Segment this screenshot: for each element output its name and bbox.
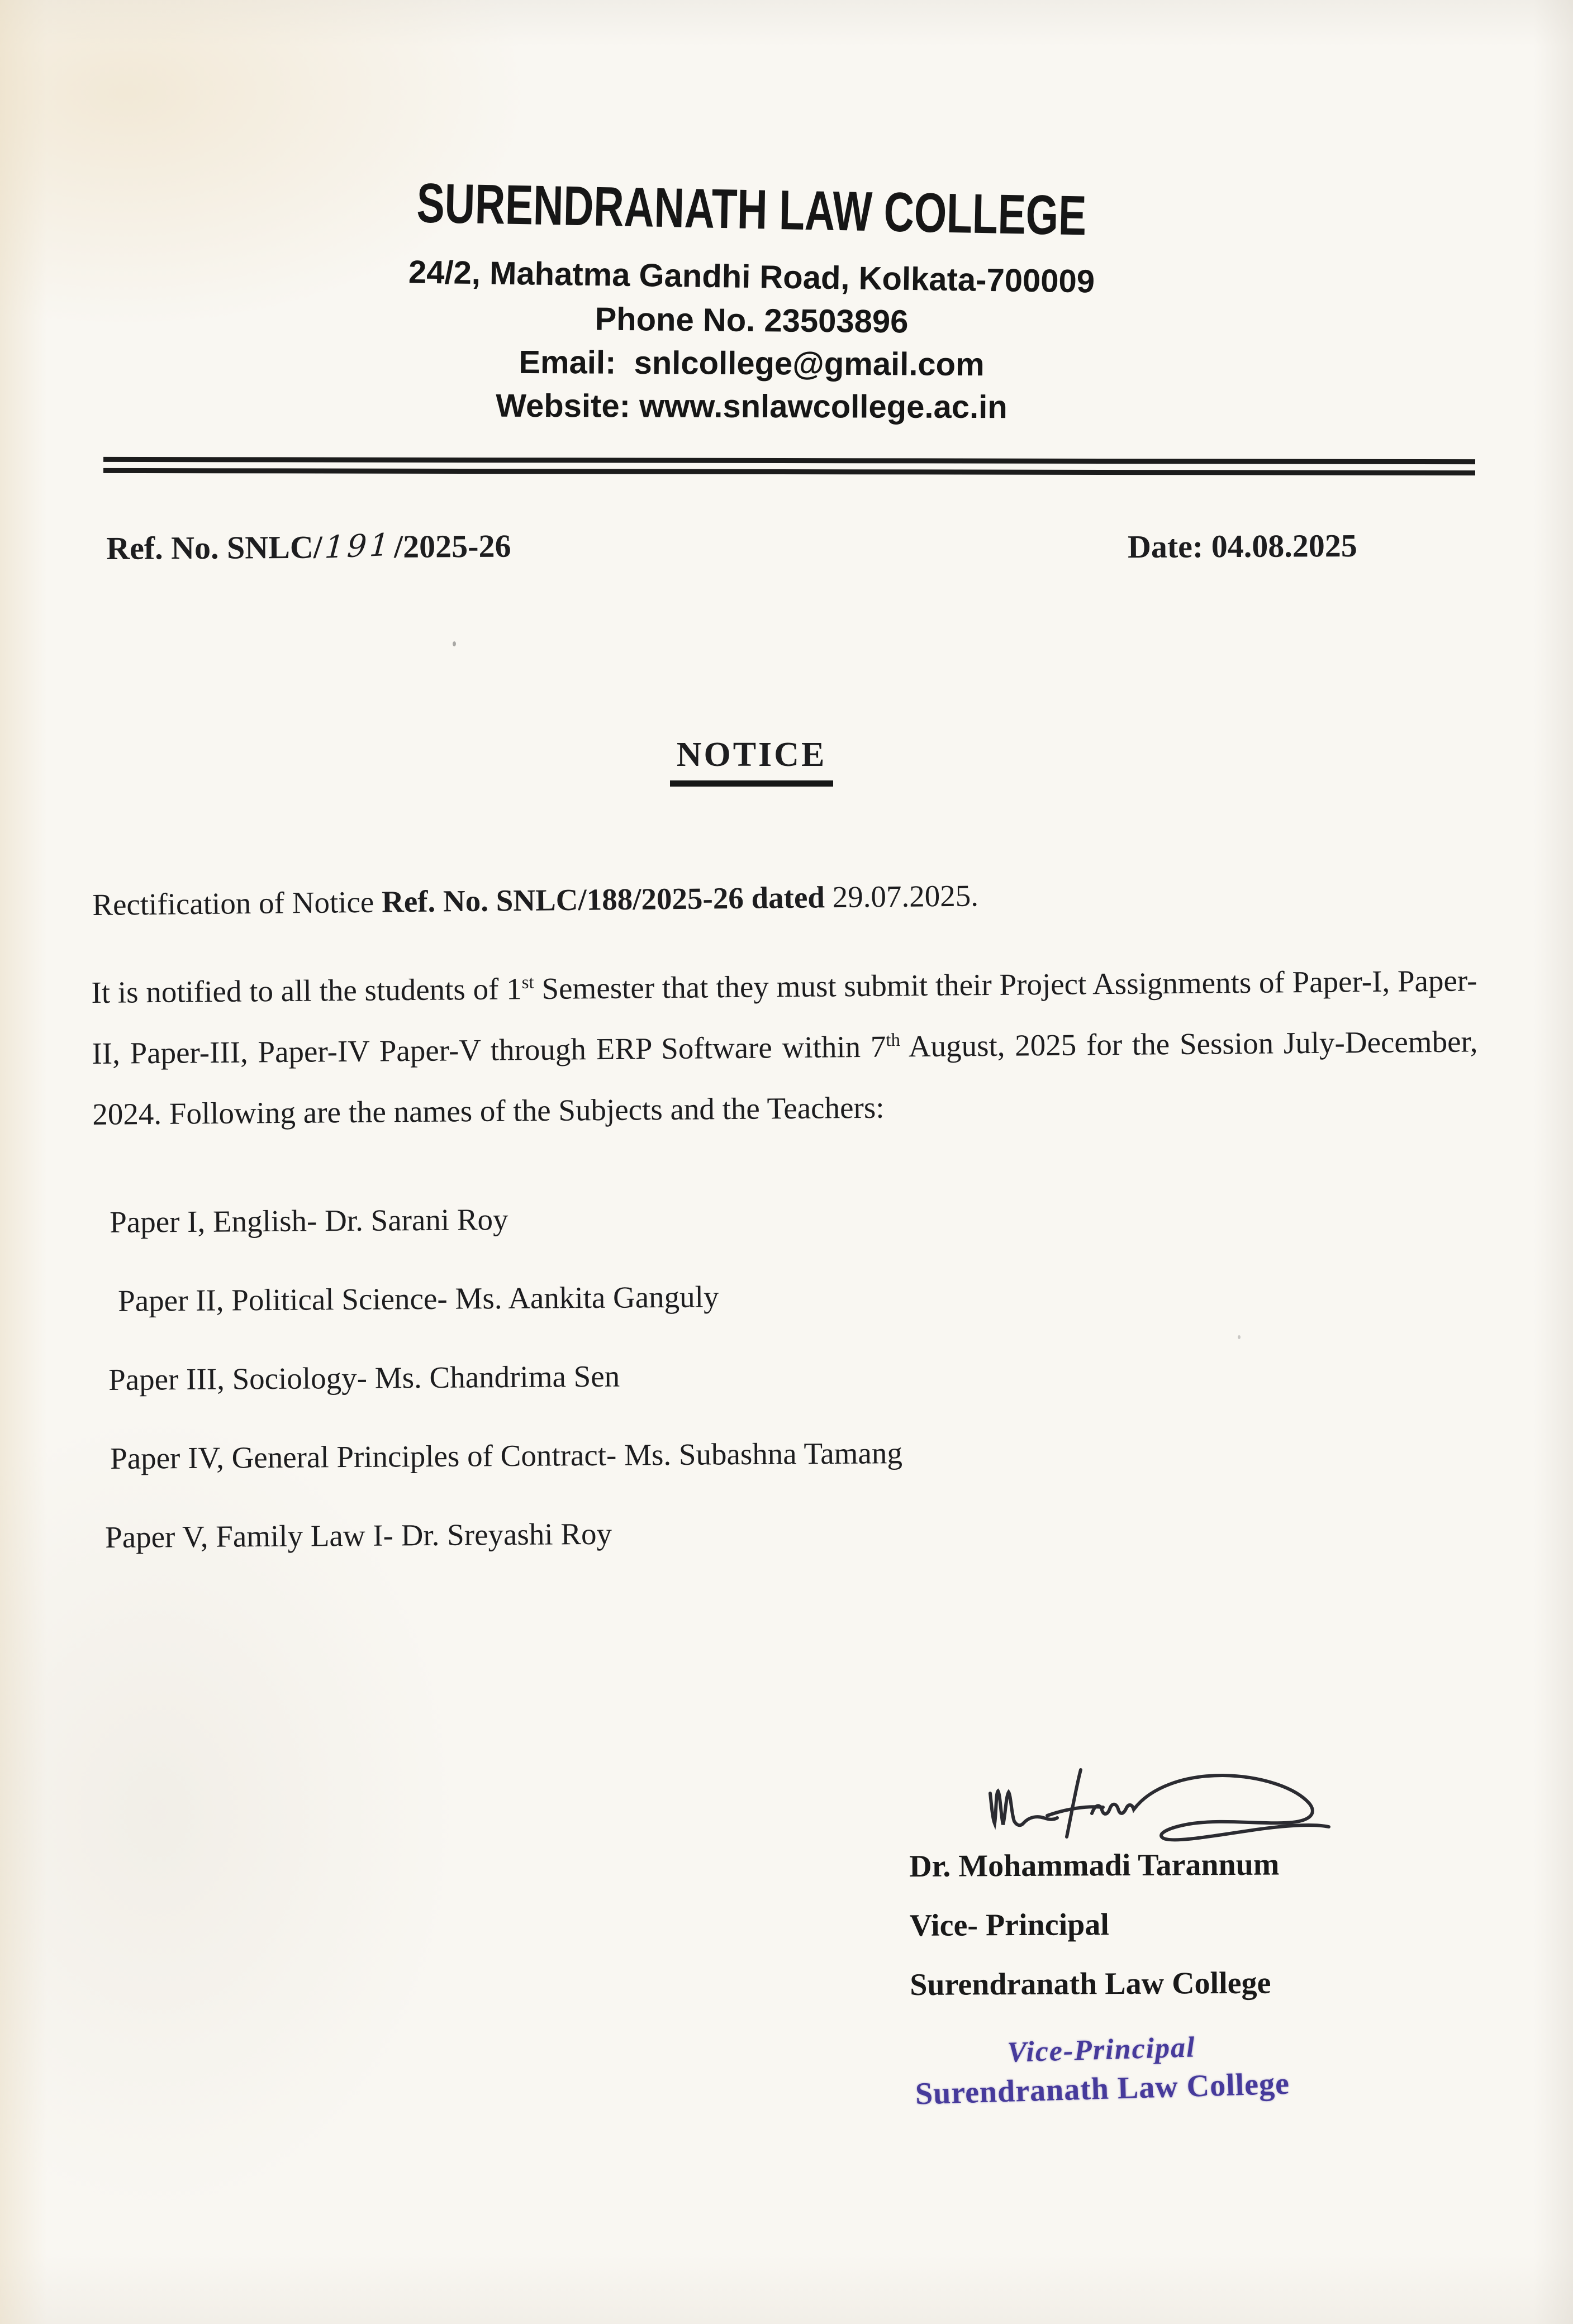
notice-heading-wrap bbox=[0, 735, 1503, 787]
stamp-organization: Surendranath Law College bbox=[915, 2066, 1290, 2112]
papers-list bbox=[104, 1201, 904, 1601]
college-email: Email: snlcollege@gmail.com bbox=[519, 344, 985, 383]
stamp-title: Vice-Principal bbox=[1006, 2031, 1196, 2069]
ref-number: Ref. No. SNLC/191/2025-26 bbox=[106, 526, 511, 566]
signatory-organization: Surendranath Law College bbox=[910, 1965, 1271, 2002]
list-item: Paper V, Family Law I- Dr. Sreyashi Roy bbox=[104, 1516, 612, 1555]
rectification-line: Rectification of Notice Ref. No. SNLC/188/2025-26 dated 29.07.2025. bbox=[92, 878, 979, 922]
notice-heading: NOTICE bbox=[670, 735, 834, 787]
list-item: Paper II, Political Science- Ms. Aankita Ganguly bbox=[117, 1279, 719, 1318]
college-website: Website: www.snlawcollege.ac.in bbox=[496, 387, 1008, 426]
list-item: Paper IV, General Principles of Contract- Ms. Subashna Tamang bbox=[110, 1436, 903, 1476]
double-rule-divider bbox=[103, 457, 1475, 475]
college-name: SURENDRANATH LAW COLLEGE bbox=[416, 172, 1087, 247]
signatory-name: Dr. Mohammadi Tarannum bbox=[909, 1847, 1280, 1884]
college-address: 24/2, Mahatma Gandhi Road, Kolkata-700009 bbox=[408, 254, 1095, 300]
notice-body-paragraph: It is notified to all the students of 1st Semester that they must submit their Project Assignments of Paper-I, Paper-II, Paper-III, Paper-IV Paper-V through ERP Software within 7th August, 2025 for the Session July-December, 2024. Following are the names of the Subjects and the Teachers: bbox=[91, 963, 1478, 1131]
list-item: Paper III, Sociology- Ms. Chandrima Sen bbox=[108, 1359, 620, 1397]
signatory-title: Vice- Principal bbox=[909, 1907, 1110, 1943]
signature-scribble-icon bbox=[982, 1761, 1340, 1845]
list-item: Paper I, English- Dr. Sarani Roy bbox=[109, 1202, 509, 1239]
college-phone: Phone No. 23503896 bbox=[595, 301, 909, 340]
scan-speck bbox=[1238, 1335, 1241, 1339]
vice-principal-stamp bbox=[888, 2027, 1315, 2112]
signature-block bbox=[909, 1849, 1280, 2028]
date: Date: 04.08.2025 bbox=[1127, 527, 1357, 565]
scan-speck bbox=[453, 641, 456, 646]
